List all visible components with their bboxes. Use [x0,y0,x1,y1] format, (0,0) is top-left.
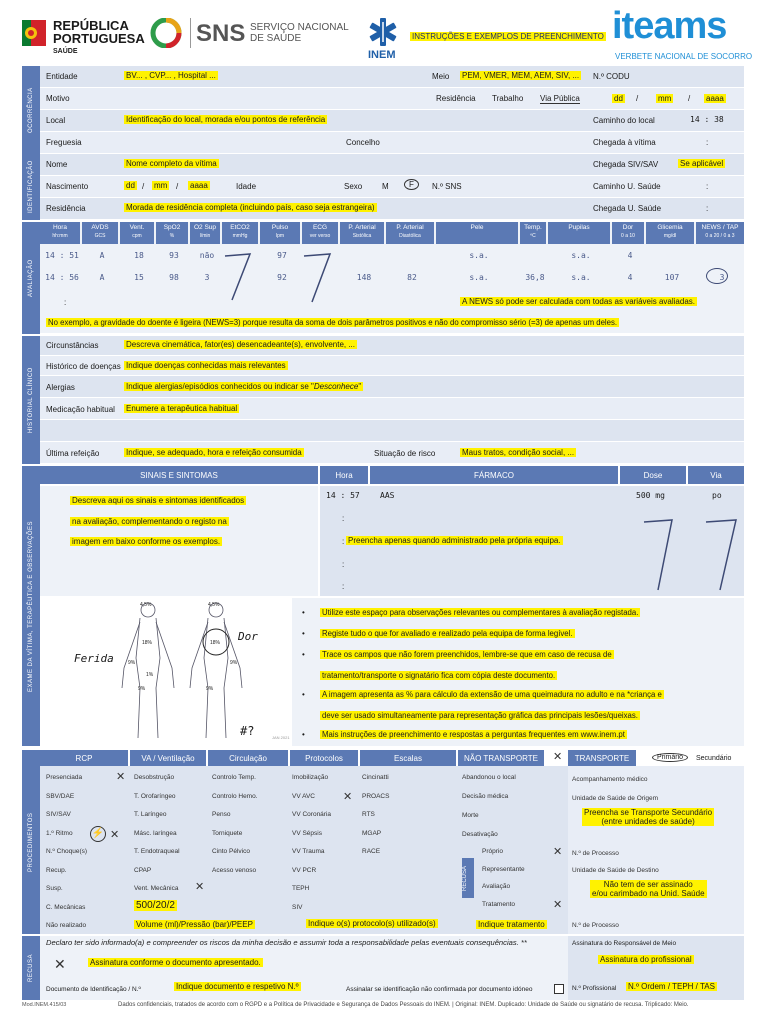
aval-header-sub: 0 a 10 [621,233,635,239]
nasc-slash2: / [176,182,179,191]
form-title: INSTRUÇÕES E EXEMPLOS DE PREENCHIMENTO [412,32,604,41]
nome-label: Nome [46,160,68,169]
circ-item-4[interactable]: Cinto Pélvico [212,848,250,855]
farmaco-dose[interactable]: 500 mg [636,491,665,500]
section-recusa: RECUSA [22,936,40,1000]
entidade-label: Entidade [46,72,78,81]
va-item-0[interactable]: Desobstrução [134,774,175,781]
aval-header-8 [340,222,384,244]
nsns-label: N.º SNS [432,182,462,191]
aval-header-label: Vent. [129,224,145,231]
nasc-slash1: / [142,182,145,191]
aval-header-7 [302,222,338,244]
aval-header-label: P. Arterial [348,224,376,231]
nao-transporte-header: NÃO TRANSPORTE [458,750,544,766]
secundario-note [582,808,714,826]
rcp-header: RCP [40,750,128,766]
nt-recusa-item-1[interactable]: Representante [482,865,525,873]
rcp-item-2[interactable]: SIV/SAV [46,811,71,818]
nt-item-1[interactable]: Decisão médica [462,793,509,800]
aval-header-4 [190,222,220,244]
protocol-item-4[interactable]: VV Trauma [292,848,325,855]
protocol-item-2[interactable]: VV Coronária [292,811,332,818]
obs-bullet: • [302,690,305,699]
sns-logo-icon [150,18,184,48]
transp-item-0[interactable]: Acompanhamento médico [572,776,648,783]
volume-value[interactable]: 500/20/2 [136,900,175,911]
nasc-mm[interactable]: mm [154,181,168,190]
rcp-item-4[interactable]: N.º Choque(s) [46,848,88,855]
aval-row3-colon: : [64,298,67,307]
farmaco-header: FÁRMACO [370,466,618,484]
sns-full2: DE SAÚDE [250,33,302,44]
hora-header: Hora [320,466,368,484]
assinado-note [590,880,707,898]
aval-header-sub: Diastólica [399,233,421,239]
farmaco-colon5: : [342,582,345,591]
farmaco-note: Preencha apenas quando administrado pela própria equipa. [348,536,561,545]
rcp-item-5[interactable]: Recup. [46,866,67,874]
volume-label: Volume (ml)/Pressão (bar)/PEEP [136,920,253,929]
section-avaliacao: AVALIAÇÃO [22,222,40,334]
nt-item-0[interactable]: Abandonou o local [462,774,516,781]
motivo-mm[interactable]: mm [658,94,672,103]
obs-line-6: Mais instruções de preenchimento e respostas a perguntas frequentes em www.inem.pt [322,730,625,739]
rcp-item-6[interactable]: Susp. [46,885,63,892]
farmaco-colon4: : [342,560,345,569]
va-item-6[interactable]: Vent. Mecânica [134,885,179,892]
nt-recusa-item-2[interactable]: Avaliação [482,883,511,890]
aval-header-label: O2 Sup [193,224,217,231]
rcp-item-8[interactable]: Não realizado [46,922,87,929]
circ-item-2[interactable]: Penso [212,811,231,818]
assinalar-text: Assinalar se identificação não confirmada por documento idóneo [346,986,533,993]
ritmo-x[interactable]: ✕ [110,829,120,841]
row-medic-2 [40,420,744,442]
obs-bullet: • [302,730,305,739]
aval-header-11 [520,222,546,244]
circ-item-3[interactable]: Torniquete [212,829,243,837]
farmaco-colon2: : [342,514,345,523]
declaro-text: Declaro ter sido informado(a) e compreender os riscos da minha decisão e assumir toda a responsabilidade pelas eventuais consequências. ** [46,938,527,947]
aval-header-6 [260,222,300,244]
recusa-vertical: RECUSA [462,858,474,898]
rep-line2: PORTUGUESA [53,31,145,46]
aval-r2-c11[interactable]: 36,8 [525,273,545,282]
nt-item-2[interactable]: Morte [462,812,479,819]
aval-header-label: Pele [470,224,484,231]
pct-leg-back: 9% [206,686,214,692]
caminho-us-colon: : [706,182,709,191]
idade-label: Idade [236,182,257,191]
proprio-x[interactable]: ✕ [553,846,563,858]
aval-header-sub: GCS [94,233,106,239]
motivo-aaaa[interactable]: aaaa [706,94,724,103]
prof-label: N.º Profissional [572,985,617,992]
motivo-label: Motivo [46,94,70,103]
protocol-item-3[interactable]: VV Sépsis [292,829,322,837]
caminho-local-time[interactable]: 14 : 38 [690,115,724,124]
caminho-us-label: Caminho U. Saúde [593,182,661,191]
aval-header-sub: lpm [275,233,285,239]
aval-r1-c6[interactable]: 97 [277,251,287,260]
rcp-item-1[interactable]: SBV/DAE [46,792,75,800]
protocol-item-5[interactable]: VV PCR [292,866,317,874]
aval-r2-c4[interactable]: 3 [204,273,210,282]
alerg-pre: Indique alergias/episódios conhecidos ou indicar se " [126,382,314,391]
rcp-item-0[interactable]: Presenciada [46,774,83,781]
aval-header-sub: Sistólica [352,233,372,239]
aval-header-sub: 0 a 20 / 0 a 3 [705,233,735,239]
assinalar-checkbox[interactable] [554,984,564,994]
hist-label: Histórico de doenças [46,362,121,371]
aval-r1-c4[interactable]: não [199,251,215,260]
transp-item-1[interactable]: Unidade de Saúde de Origem [572,795,659,802]
aval-r2-c6[interactable]: 92 [277,273,287,282]
va-item-3[interactable]: Másc. laríngea [134,829,177,837]
aval-header-label: Hora [52,224,68,231]
prof-note: N.º Ordem / TEPH / TAS [628,982,715,991]
aval-header-2 [120,222,154,244]
inem-label: INEM [368,49,396,61]
hash-annot: #? [240,724,255,738]
obs-line-1: Registe tudo o que for avaliado e realizado pela equipa de forma legível. [322,629,573,638]
aval-r2-c15[interactable]: 3 [719,273,725,282]
nasc-aaaa[interactable]: aaaa [190,181,208,190]
aval-r2-c12[interactable]: s.a. [571,273,591,282]
medic-label: Medicação habitual [46,405,115,414]
aval-r1-c3[interactable]: 93 [169,251,179,260]
aval-r2-c14[interactable]: 107 [664,273,680,282]
example-note: No exemplo, a gravidade do doente é ligeira (NEWS=3) porque resulta da soma de dois parâmetros positivos e não do compromisso sério (=3) de apenas um deles. [48,318,618,327]
aval-header-label: Pupilas [568,224,590,231]
circulacao-header: Circulação [208,750,288,766]
escala-item-0[interactable]: Cincinatti [362,774,389,781]
sns-divider [190,18,191,48]
aval-r2-c1[interactable]: A [99,273,105,282]
nasc-dd[interactable]: dd [126,181,135,190]
aval-header-15 [696,222,744,244]
farmaco-strike-marks [636,512,746,594]
pct-head-front: 4,5% [140,602,152,608]
obs-line-4: A imagem apresenta as % para cálculo da extensão de uma queimadura no adulto e na *criança e [322,690,662,699]
obs-line-0: Utilize este espaço para observações relevantes ou complementares à avaliação registada. [322,608,639,617]
circ-item-0[interactable]: Controlo Temp. [212,774,256,781]
aval-header-5 [222,222,258,244]
secundario-note1: Preencha se Transporte Secundário [584,808,713,817]
aval-r1-c13[interactable]: 4 [627,251,633,260]
rcp-item-7[interactable]: C. Mecânicas [46,903,86,911]
aval-header-sub: l/min [199,233,211,239]
alerg-label: Alergias [46,383,75,392]
aval-header-14 [646,222,694,244]
alerg-value[interactable] [124,382,363,391]
news-note: A NEWS só pode ser calculada com todas as variáveis avaliadas. [462,297,696,306]
pct-head-back: 4,5% [208,602,220,608]
aval-header-label: Glicemia [657,224,683,231]
codu-label: N.º CODU [593,72,630,81]
aval-header-0 [40,222,80,244]
footer-text: Dados confidenciais, tratados de acordo com o RGPD e a Política de Privacidade e Segurança de Dados Pessoais do INEM. | Original: INEM. Duplicado: Unidade de Saúde ou signatário de recusa. Triplicado: Meio. [118,1002,689,1008]
aval-r2-c13[interactable]: 4 [627,273,633,282]
concelho-label: Concelho [346,138,380,147]
alerg-post: " [358,382,362,391]
va-item-1[interactable]: T. Orofaríngeo [134,792,176,800]
hist-value[interactable]: Indique doenças conhecidas mais relevantes [126,361,286,370]
section-historial: HISTORIAL CLÍNICO [22,336,40,464]
aval-r2-c2[interactable]: 15 [134,273,144,282]
circ-value[interactable]: Descreva cinemática, fator(es) desencadeante(s), envolvente, ... [126,340,355,349]
tratamento-x[interactable]: ✕ [553,899,563,911]
medic-value[interactable]: Enumere a terapêutica habitual [126,404,238,413]
va-item-4[interactable]: T. Endotraqueal [134,848,180,855]
aval-header-label: Dor [622,224,634,231]
meio-value[interactable]: PEM, VMER, MEM, AEM, SIV, ... [462,71,580,80]
aval-header-sub: ºC [530,233,536,239]
sinais-line1[interactable]: Descreva aqui os sinais e sintomas identificados [72,496,245,505]
aval-r2-c10[interactable]: s.a. [469,273,489,282]
local-label: Local [46,116,66,125]
obs-bullet: • [302,629,305,638]
risco-value[interactable]: Maus tratos, condição social, ... [462,448,575,457]
nt-recusa-item-3[interactable]: Tratamento [482,900,515,908]
sinais-line2[interactable]: na avaliação, complementando o registo na [72,517,227,526]
nt-item-3[interactable]: Desativação [462,831,498,838]
secundario-option[interactable]: Secundário [696,755,732,762]
freguesia-label: Freguesia [46,138,82,147]
nt-recusa-item-0[interactable]: Próprio [482,848,503,855]
iteams-sub: VERBETE NACIONAL DE SOCORRO [615,52,753,61]
farmaco-time[interactable]: 14 : 57 [326,491,360,500]
aval-strike-marks [220,248,340,306]
aval-r1-c0[interactable]: 14 : 51 [45,251,79,260]
escalas-header: Escalas [360,750,456,766]
section-identificacao: IDENTIFICAÇÃO [22,154,40,220]
pct-trunk-front: 18% [142,640,153,646]
protocol-item-6[interactable]: TEPH [292,885,310,892]
farmaco-via[interactable]: po [712,491,722,500]
row-motivo [40,88,744,110]
aval-r1-c2[interactable]: 18 [134,251,144,260]
transp-item-2[interactable]: N.º de Processo [572,850,619,857]
assinatura-note: Assinatura conforme o documento apresentado. [90,958,261,967]
aval-header-12 [548,222,610,244]
farmaco-colon3: : [342,537,345,546]
aval-header-sub: mmHg [232,233,248,239]
obs-line-3: tratamento/transporte o signatário fica com cópia deste documento. [322,671,556,680]
obs-bullet: • [302,608,305,617]
entidade-value[interactable]: BV... , CVP... , Hospital ... [126,71,216,80]
residencia-label: Residência [46,204,86,213]
motivo-dd[interactable]: dd [614,94,623,103]
assinatura-x[interactable]: ✕ [54,956,66,972]
sexo-f[interactable]: F [404,179,419,190]
risco-label: Situação de risco [374,449,436,458]
assinado-note2: e/ou carimbado na Unid. Saúde [592,889,705,898]
pct-trunk-back: 18% [210,640,221,646]
sns-label: SNS [196,20,246,47]
residencia-value[interactable]: Morada de residência completa (incluindo país, caso seja estrangeira) [126,203,375,212]
aval-r1-c12[interactable]: s.a. [571,251,591,260]
sns-full1: SERVIÇO NACIONAL [250,22,349,33]
aval-header-13 [612,222,644,244]
inem-star-icon [366,16,400,48]
obs-bullet: • [302,650,305,659]
aval-r2-c8[interactable]: 148 [356,273,372,282]
obs-line-2: Trace os campos que não forem preenchidos, lembre-se que em caso de recusa de [322,650,612,659]
escala-item-4[interactable]: RACE [362,848,381,855]
circ-item-1[interactable]: Controlo Hemo. [212,792,258,800]
aval-header-sub: % [169,233,175,239]
circ-label: Circunstâncias [46,341,99,350]
escala-item-3[interactable]: MGAP [362,829,382,837]
aval-header-label: ECG [312,224,328,231]
pct-groin: 1% [146,672,154,678]
se-aplicavel: Se aplicável [680,159,724,168]
protocol-item-0[interactable]: Imobilização [292,774,329,781]
sinais-header: SINAIS E SINTOMAS [40,466,318,484]
primario-option[interactable]: Primário [652,753,688,762]
trabalho-option[interactable]: Trabalho [492,94,524,103]
assinado-note1: Não tem de ser assinado [603,880,693,889]
section-ocorrencia: OCORRÊNCIA [22,66,40,154]
dose-header: Dose [620,466,686,484]
sinais-line3[interactable]: imagem em baixo conforme os exemplos. [72,537,221,546]
nascimento-label: Nascimento [46,182,89,191]
chegada-vitima-label: Chegada à vítima [593,138,656,147]
section-procedimentos: PROCEDIMENTOS [22,750,40,934]
protocol-item-7[interactable]: SIV [292,903,303,911]
protocolo-note: Indique o(s) protocolo(s) utilizado(s) [308,919,436,928]
aval-header-10 [436,222,518,244]
rep-line1: REPÚBLICA [53,18,129,33]
news-circle [706,268,728,284]
sns-full [250,22,349,44]
refeicao-value[interactable]: Indique, se adequado, hora e refeição consumida [126,448,302,457]
va-item-2[interactable]: T. Laríngeo [134,811,167,818]
aval-r2-c0[interactable]: 14 : 56 [45,273,79,282]
vv-avc-x[interactable]: ✕ [343,791,353,803]
republica-title [53,19,145,45]
aval-header-label: SpO2 [163,224,181,231]
nao-transporte-x[interactable]: ✕ [553,751,563,763]
header [0,0,768,66]
aval-header-label: Pulso [271,224,289,231]
motivo-slash1: / [636,94,639,103]
refeicao-label: Última refeição [46,449,100,458]
local-value[interactable]: Identificação do local, morada e/ou pontos de referência [126,115,326,124]
escala-item-1[interactable]: PROACS [362,792,390,800]
aval-header-label: NEWS / TAP [701,224,739,231]
transp-item-4[interactable]: N.º de Processo [572,922,619,929]
republica-logo [22,20,46,46]
iteams-logo: iteams [612,5,727,47]
aval-header-sub: mg/dl [663,233,677,239]
pct-leg-front: 9% [138,686,146,692]
aval-header-sub: ver verso [309,233,331,239]
alerg-em: Desconhece [313,382,359,391]
aval-header-1 [82,222,118,244]
jan-mark: JAN 2021 [272,735,290,740]
protocol-item-1[interactable]: VV AVC [292,792,316,800]
vent-mecanica-x[interactable]: ✕ [195,881,205,893]
resp-label: Assinatura do Responsável de Meio [572,940,677,947]
circ-item-5[interactable]: Acesso venoso [212,866,257,874]
tratamento-note: Indique tratamento [478,920,545,929]
rep-sub: SAÚDE [53,48,78,55]
section-exame: EXAME DA VÍTIMA, TERAPÊUTICA E OBSERVAÇÕES [22,466,40,746]
pct-arm-front: 9% [128,660,136,666]
via-publica-option[interactable]: Via Pública [540,94,580,103]
dor-annot: Dor [238,630,258,643]
secundario-note2: (entre unidades de saúde) [601,817,695,826]
chegada-siv-label: Chegada SIV/SAV [593,160,659,169]
escala-item-2[interactable]: RTS [362,811,375,818]
caminho-local-label: Caminho do local [593,116,655,125]
doc-label: Documento de Identificação / N.º [46,986,141,993]
aval-r1-c10[interactable]: s.a. [469,251,489,260]
protocolos-header: Protocolos [290,750,358,766]
nome-value[interactable]: Nome completo da vítima [126,159,217,168]
footer-mod: Mod.INEM.415/03 [22,1002,67,1008]
ferida-annot: Ferida [74,652,114,665]
doc-note: Indique documento e respetivo N.º [176,982,299,991]
rcp-item-3[interactable]: 1.º Ritmo [46,829,73,837]
sexo-m[interactable]: M [382,182,389,191]
aval-header-sub: hh:mm [52,233,68,239]
obs-line-5: deve ser usado simultaneamente para representação gráfica das principais lesões/queixas. [322,711,638,720]
chegada-vitima-colon: : [706,138,709,147]
aval-header-label: AVDS [91,224,109,231]
via-header: Via [688,466,744,484]
ritmo-bolt-icon[interactable]: ⚡ [90,826,106,842]
sexo-label: Sexo [344,182,363,191]
chegada-us-label: Chegada U. Saúde [593,204,662,213]
meio-label: Meio [432,72,450,81]
farmaco-drug[interactable]: AAS [380,491,395,500]
aval-header-9 [386,222,434,244]
resp-note: Assinatura do profissional [600,955,692,964]
aval-r1-c1[interactable]: A [99,251,105,260]
aval-header-label: EtCO2 [230,224,250,231]
aval-header-3 [156,222,188,244]
aval-header-sub: cpm [132,233,142,239]
residencia-option[interactable]: Residência [436,94,476,103]
transporte-header: TRANSPORTE [568,750,636,766]
va-header: VA / Ventilação [130,750,206,766]
transp-item-3[interactable]: Unidade de Saúde de Destino [572,867,659,874]
chegada-us-colon: : [706,204,709,213]
aval-header-label: Temp. [524,224,542,231]
aval-r2-c9[interactable]: 82 [407,273,417,282]
va-item-5[interactable]: CPAP [134,866,152,874]
pct-arm-back: 9% [230,660,238,666]
aval-r2-c3[interactable]: 98 [169,273,179,282]
presenciada-x[interactable]: ✕ [116,771,126,783]
aval-header-label: P. Arterial [396,224,424,231]
motivo-slash2: / [688,94,691,103]
